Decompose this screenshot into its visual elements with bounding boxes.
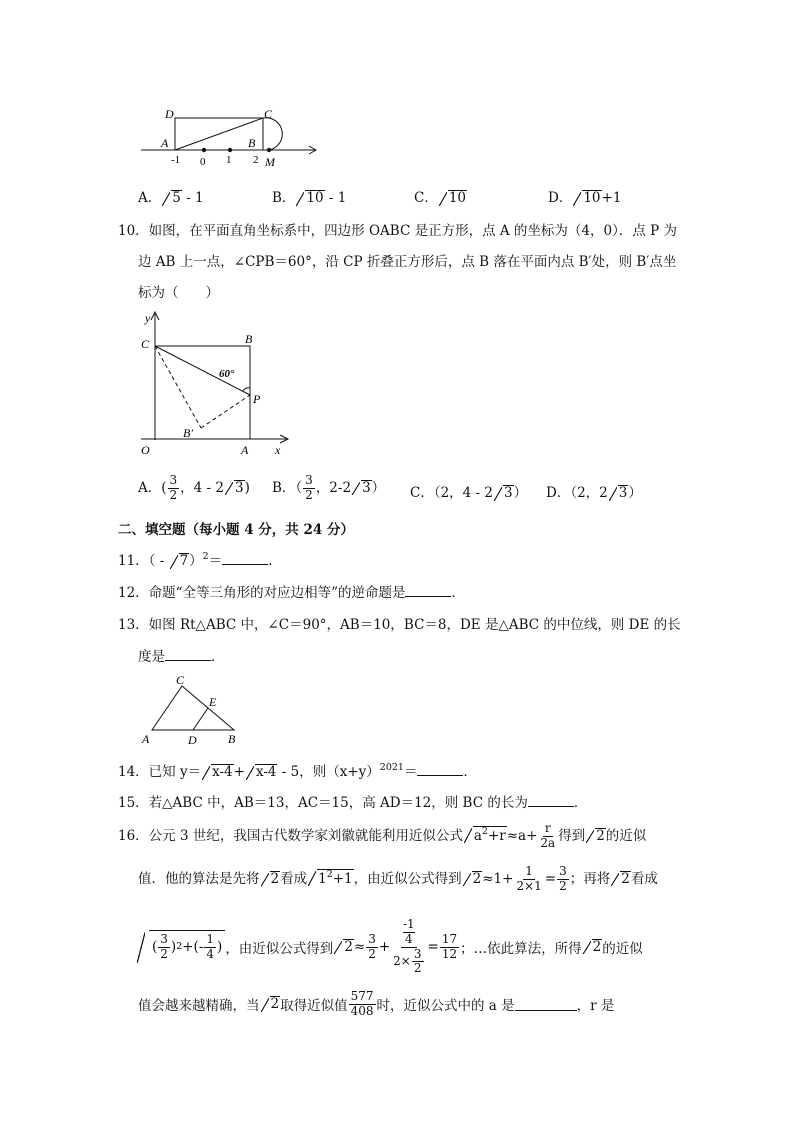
q16-text: 看成 (630, 870, 658, 887)
q12-text: 12．命题“全等三角形的对应边相等”的逆命题是 (118, 585, 406, 601)
option-label: D．（2，2 (546, 485, 608, 501)
option-label: B． (272, 190, 296, 206)
q14-text-mid: - 5，则（x+y） (277, 764, 380, 780)
sqrt-symbol (573, 190, 601, 207)
approx-sign: ≈ (353, 939, 366, 956)
option-suffix: - 1 (181, 190, 204, 206)
exponent: 2 (481, 825, 488, 837)
tick-0: 0 (200, 156, 206, 168)
option-label: C． (414, 190, 438, 206)
radicand (149, 930, 225, 964)
radicand: 10 (448, 190, 467, 206)
paren: ) (217, 938, 223, 955)
numerator: 3 (169, 473, 178, 487)
q16-line-4 (138, 990, 614, 1019)
radicand: 2 (596, 827, 605, 844)
q14-period: ． (463, 764, 477, 780)
q12-period: ． (451, 585, 465, 601)
exponent: 2 (326, 868, 333, 880)
arc-cm (263, 118, 282, 150)
q11 (118, 549, 282, 570)
sqrt-symbol (246, 764, 278, 781)
radicand-plus-r: +r (487, 827, 506, 844)
fraction (366, 933, 378, 962)
q16-text: 的近似 (605, 827, 647, 844)
sqrt-symbol (583, 939, 603, 956)
q15-period: ． (573, 795, 588, 811)
numerator: 577 (350, 989, 374, 1003)
answer-blank (222, 552, 268, 565)
fraction (557, 865, 569, 894)
angle-arc (243, 388, 250, 391)
option-text: ，2-2 (315, 479, 352, 496)
denominator: 2 (559, 878, 567, 893)
plus-sign: + (378, 939, 391, 956)
option-suffix: +1 (601, 190, 622, 206)
q10-line-1: 10．如图，在平面直角坐标系中，四边形 OABC 是正方形，点 A 的坐标为（4，0）．点 P 为 (118, 223, 678, 239)
paren: ) (170, 938, 177, 955)
option-close: ) (244, 479, 250, 496)
radicand: 3 (362, 479, 371, 496)
q16-text: 取得近似值 (280, 998, 348, 1015)
label-e: E (209, 695, 217, 709)
inner-denominator: 4 (405, 931, 413, 946)
q16-line-2 (138, 865, 658, 894)
denominator: 408 (350, 1003, 374, 1018)
sqrt-symbol (352, 480, 372, 497)
radicand: x-4 (255, 764, 277, 780)
option-label: A．( (138, 479, 167, 496)
sqrt-symbol (586, 828, 606, 845)
sqrt-symbol (463, 871, 483, 888)
radicand-base: 1 (318, 870, 327, 887)
q16-line-3 (136, 918, 643, 976)
label-o: O (141, 443, 150, 457)
tick-2: 2 (253, 154, 259, 166)
radicand: 2 (592, 938, 602, 955)
fraction (349, 990, 376, 1019)
denominator: 2 (169, 487, 178, 502)
segment-de (193, 708, 208, 730)
numerator: 1 (206, 932, 215, 947)
radicand: 10 (583, 190, 601, 206)
answer-blank (528, 794, 574, 807)
sqrt-symbol (439, 190, 467, 207)
numerator: 17 (441, 931, 458, 946)
radicand: 3 (618, 485, 628, 501)
denominator: 2×1 (516, 878, 542, 893)
q12 (118, 581, 465, 601)
q15-text: 15．若△ABC 中，AB＝13，AC＝15，高 AD＝12，则 BC 的长为 (118, 795, 528, 811)
q14-text: 14．已知 y＝ (118, 764, 202, 780)
denominator-prefix: 2× (393, 953, 411, 968)
fraction (168, 474, 180, 503)
complex-denominator (391, 948, 426, 977)
q16-text: ，由近似公式得到 (225, 941, 334, 958)
label-a: A (161, 136, 169, 150)
square-oabc (155, 346, 250, 439)
fraction (158, 933, 170, 962)
radicand-plus-1: +1 (332, 870, 353, 887)
label-x: x (275, 443, 281, 457)
option-label: A． (138, 190, 162, 206)
option-text: ，4 - 2 (180, 479, 224, 496)
sqrt-symbol (296, 190, 324, 207)
label-m: M (265, 155, 275, 169)
fraction (303, 474, 315, 503)
segment-pb-prime (201, 395, 250, 428)
q16-text: ；…依此算法，所得 (460, 941, 582, 958)
approx-sign: ≈a+ (506, 827, 538, 844)
inner-numerator: -1 (402, 917, 415, 931)
q16-text: 时，近似公式中的 a 是 (376, 998, 515, 1015)
sqrt-symbol (464, 826, 507, 845)
dot-m (267, 148, 271, 152)
numerator: r (544, 821, 551, 835)
q10-square-fold-figure (135, 308, 295, 458)
dot-0 (202, 148, 206, 152)
exponent: 2 (202, 551, 209, 562)
numerator: 3 (413, 946, 422, 961)
numerator: 3 (559, 864, 567, 878)
q11-close-paren: ） (189, 553, 203, 569)
q16-text: 看成 (280, 870, 308, 887)
label-d: D (188, 733, 197, 747)
q16-text: 得到 (558, 827, 586, 844)
q10-option-b (272, 474, 385, 503)
option-close: ） (513, 485, 528, 501)
exponent: 2 (176, 941, 183, 953)
radicand: 2 (344, 938, 353, 955)
radicand: 2 (472, 870, 482, 887)
q9-number-line-figure (135, 104, 335, 172)
radicand: 7 (179, 553, 189, 569)
denominator: 2 (413, 961, 422, 976)
answer-blank (165, 648, 211, 661)
q13-period: ． (211, 649, 225, 665)
radicand: 2 (621, 870, 630, 887)
q11-equals: ＝ (208, 553, 223, 569)
label-b: B (228, 732, 236, 746)
fraction (412, 948, 424, 977)
sqrt-symbol (609, 485, 629, 502)
label-a: A (241, 443, 249, 457)
denominator: 2 (305, 487, 313, 502)
denominator: 12 (441, 946, 458, 961)
fraction (514, 865, 543, 894)
radicand: 3 (235, 479, 244, 496)
q16-text: 值会越来越精确，当 (138, 998, 260, 1015)
radicand: 10 (306, 190, 324, 206)
numerator: 3 (305, 473, 313, 487)
fraction (538, 822, 557, 851)
label-60-degree: 60° (219, 368, 235, 380)
label-c: C (176, 673, 185, 687)
q9-option-a (138, 186, 204, 207)
sqrt-symbol (308, 869, 354, 888)
label-c: C (264, 107, 273, 121)
sqrt-symbol (261, 996, 281, 1013)
q10-option-d (546, 481, 642, 502)
approx-expression: ≈1+ (482, 870, 514, 887)
radicand-base: a (473, 827, 482, 844)
denominator: 2 (368, 946, 376, 961)
sqrt-symbol (494, 485, 514, 502)
dot-1 (228, 148, 232, 152)
q11-text: 11．（ - (118, 553, 169, 569)
q9-option-c (414, 186, 467, 207)
label-c: C (141, 337, 150, 351)
triangle-abc (152, 686, 234, 730)
plus-sign: + (233, 764, 245, 780)
q10-option-a (138, 474, 250, 503)
option-label: B．（ (272, 479, 303, 496)
complex-numerator (401, 918, 417, 948)
denominator: 2a (540, 835, 556, 850)
fraction (440, 933, 459, 962)
radicand: 5 (172, 190, 181, 206)
label-b: B (245, 332, 253, 346)
label-a: A (142, 732, 150, 746)
numerator: 3 (160, 932, 168, 947)
q10-line-3: 标为（ ） (138, 285, 219, 301)
answer-blank-a (515, 998, 577, 1011)
denominator: 2 (160, 947, 168, 962)
q16-text: 16．公元 3 世纪，我国古代数学家刘徽就能利用近似公式 (118, 827, 463, 844)
q11-period: ． (268, 553, 282, 569)
q16-line-1 (118, 822, 646, 851)
radicand (473, 826, 507, 845)
option-label: C．（2，4 - 2 (410, 485, 493, 501)
sqrt-symbol (225, 480, 245, 497)
option-label: D． (548, 190, 573, 206)
q14-equals: ＝ (403, 764, 418, 780)
denominator: 4 (206, 947, 215, 962)
big-sqrt-symbol (137, 930, 225, 964)
numerator: 1 (525, 864, 533, 878)
answer-blank (417, 763, 463, 776)
radicand: 3 (504, 485, 513, 501)
tick-1: 1 (226, 154, 232, 166)
section-2-title: 二、填空题（每小题 4 分，共 24 分） (118, 522, 354, 538)
q15 (118, 791, 587, 811)
sqrt-symbol (170, 553, 190, 570)
radicand: 2 (270, 996, 280, 1013)
option-close: ） (628, 485, 642, 501)
equals-sign: = (544, 870, 557, 887)
label-b-prime: B′ (183, 426, 193, 440)
sqrt-symbol (261, 871, 281, 888)
sqrt-symbol (202, 764, 234, 781)
sqrt-symbol (162, 190, 182, 207)
paren: ( (152, 938, 158, 955)
q16-text: ，由近似公式得到 (353, 870, 462, 887)
q13-text: 度是 (138, 649, 165, 665)
q16-text: 值．他的算法是先将 (138, 870, 260, 887)
q13-line-1: 13．如图 Rt△ABC 中，∠C＝90°，AB＝10，BC＝8，DE 是△ABC 的中位线，则 DE 的长 (118, 617, 681, 633)
radicand (317, 869, 354, 888)
complex-fraction (391, 918, 426, 976)
q16-text: ，r 是 (576, 998, 615, 1015)
q9-option-b (272, 186, 346, 207)
answer-blank (405, 584, 451, 597)
label-d: D (165, 107, 174, 121)
fraction (204, 933, 216, 962)
label-b: B (248, 136, 256, 150)
equals-sign: = (427, 939, 439, 956)
q13-triangle-figure (138, 672, 248, 748)
radicand: x-4 (212, 764, 233, 780)
q9-option-d (548, 186, 621, 207)
label-y: y (145, 311, 151, 325)
sqrt-symbol (334, 939, 354, 956)
radicand: 2 (270, 870, 280, 887)
sqrt-symbol (611, 871, 631, 888)
label-p: P (253, 392, 261, 406)
numerator: 3 (368, 931, 376, 946)
q10-line-2: 边 AB 上一点，∠CPB＝60°，沿 CP 折叠正方形后，点 B 落在平面内点 B′处，则 B′点坐 (138, 254, 677, 270)
option-close: ） (371, 479, 386, 496)
tick-minus-1: -1 (171, 154, 181, 166)
q13-line-2 (138, 645, 225, 665)
exponent: 2021 (379, 762, 404, 773)
q16-text: 的近似 (602, 941, 643, 958)
q10-option-c (410, 481, 527, 502)
q16-text: ；再将 (569, 870, 611, 887)
option-suffix: - 1 (324, 190, 347, 206)
q14 (118, 760, 477, 781)
plus-paren: +(- (182, 938, 204, 955)
